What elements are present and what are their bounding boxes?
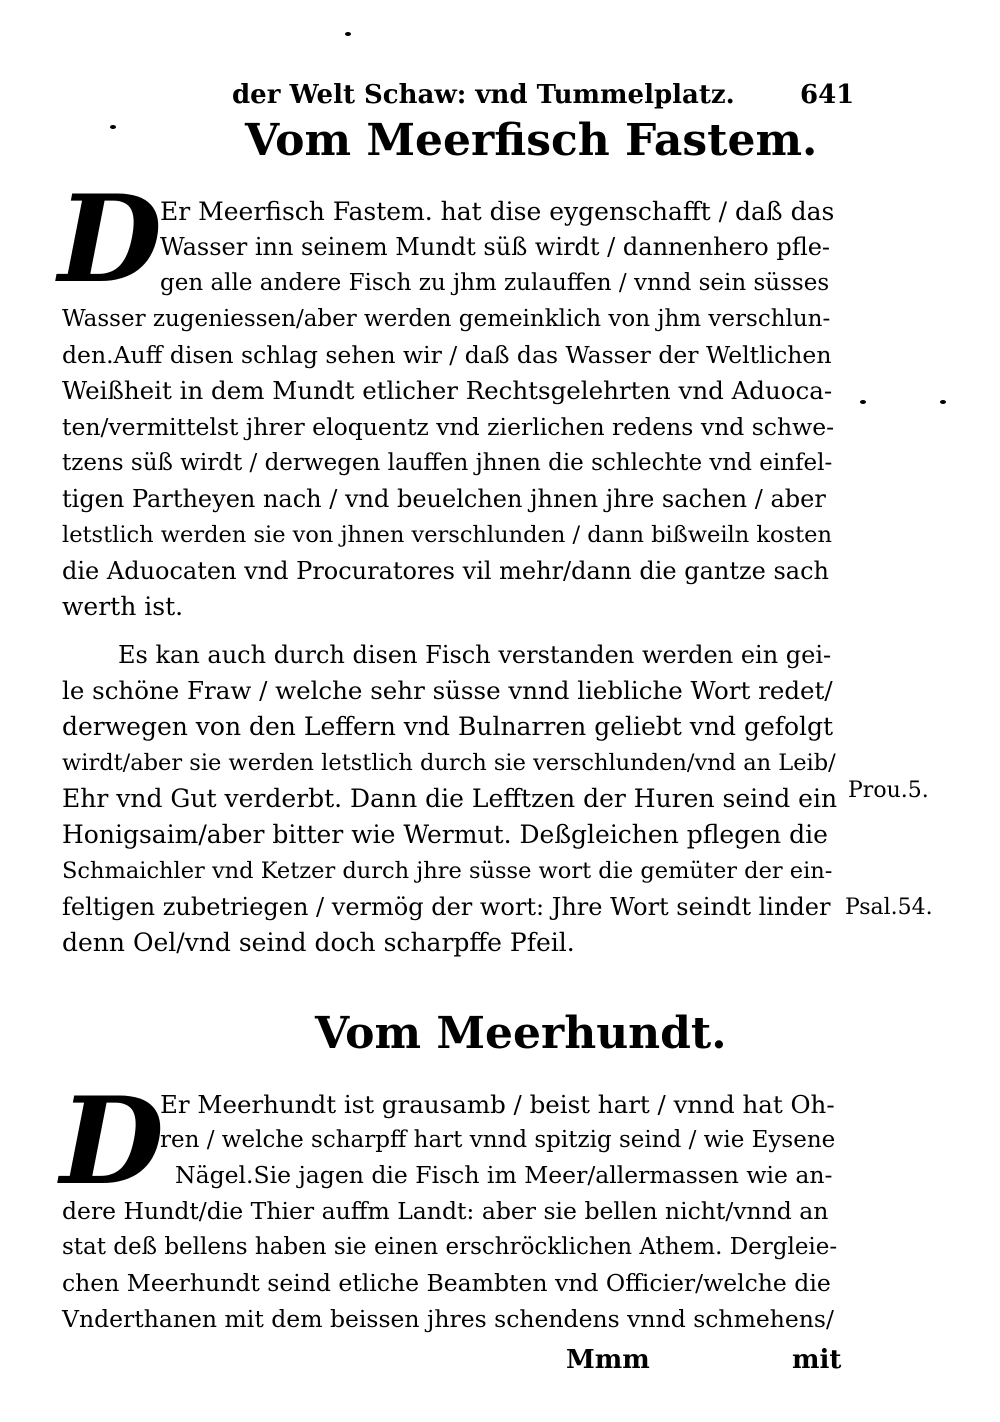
text-line: werth ist. [62,592,184,621]
text-line: le schöne Fraw / welche sehr süsse vnnd liebliche Wort redet/ [62,676,833,705]
text-line: letstlich werden sie von jhnen verschlunden / dann bißweiln kosten [62,522,832,548]
ink-speck [940,400,946,404]
text-line: Er Meerfisch Fastem. hat dise eygenschafft / daß das [160,197,835,226]
text-line: Es kan auch durch disen Fisch verstanden werden ein gei- [118,641,832,669]
text-line: derwegen von den Leffern vnd Bulnarren geliebt vnd gefolgt [62,712,834,741]
text-line: stat deß bellens haben sie einen erschröcklichen Athem. Dergleie- [62,1234,838,1260]
dropcap-initial: D [60,1071,165,1212]
text-line: tigen Partheyen nach / vnd beuelchen jhnen jhre sachen / aber [62,485,826,513]
text-line: die Aduocaten vnd Procuratores vil mehr/dann die gantze sach [62,557,830,585]
text-line: Honigsaim/aber bitter wie Wermut. Deßgleichen pflegen die [62,820,828,849]
text-line: tzens süß wirdt / derwegen lauffen jhnen die schlechte vnd einfel- [62,450,833,476]
text-line: Ehr vnd Gut verderbt. Dann die Lefftzen der Huren seind ein [62,784,838,813]
margin-note: Psal.54. [845,895,933,920]
running-head: der Welt Schaw: vnd Tummelplatz. [232,80,735,110]
page-number: 641 [800,80,855,110]
ink-speck [860,400,866,404]
ink-speck [110,125,116,129]
text-line: Nägel.Sie jagen die Fisch im Meer/allermassen wie an- [175,1161,833,1189]
margin-note: Prou.5. [848,778,929,803]
text-line: ten/vermittelst jhrer eloquentz vnd zierlichen redens vnd schwe- [62,413,835,441]
text-line: Wasser zugeniessen/aber werden gemeinklich von jhm verschlun- [62,306,831,332]
text-line: feltigen zubetriegen / vermög der wort: Jhre Wort seindt linder [62,893,831,921]
text-line: dere Hundt/die Thier auffm Landt: aber sie bellen nicht/vnnd an [62,1197,829,1225]
dropcap-initial: D [58,169,163,310]
text-line: ren / welche scharpff hart vnnd spitzig seind / wie Eysene [160,1127,836,1153]
text-line: Weißheit in dem Mundt etlicher Rechtsgelehrten vnd Aduoca- [62,376,833,405]
ink-speck [345,32,351,36]
text-line: denn Oel/vnd seind doch scharpffe Pfeil. [62,928,575,957]
text-line: Schmaichler vnd Ketzer durch jhre süsse wort die gemüter der ein- [62,858,833,884]
signature-mark: Mmm [566,1345,650,1375]
text-line: Vnderthanen mit dem beissen jhres schendens vnnd schmehens/ [62,1305,834,1333]
section-heading-meerfisch: Vom Meerfisch Fastem. [245,115,818,166]
text-line: Er Meerhundt ist grausamb / beist hart / vnnd hat Oh- [160,1090,835,1119]
catchword: mit [792,1345,842,1375]
text-line: gen alle andere Fisch zu jhm zulauffen / vnnd sein süsses [160,270,830,296]
text-line: den.Auff disen schlag sehen wir / daß das Wasser der Weltlichen [62,341,832,369]
text-line: Wasser inn seinem Mundt süß wirdt / dannenhero pfle- [160,233,831,261]
text-line: wirdt/aber sie werden letstlich durch sie verschlunden/vnd an Leib/ [62,750,836,776]
text-line: chen Meerhundt seind etliche Beambten vnd Officier/welche die [62,1269,831,1297]
section-heading-meerhundt: Vom Meerhundt. [315,1008,727,1059]
